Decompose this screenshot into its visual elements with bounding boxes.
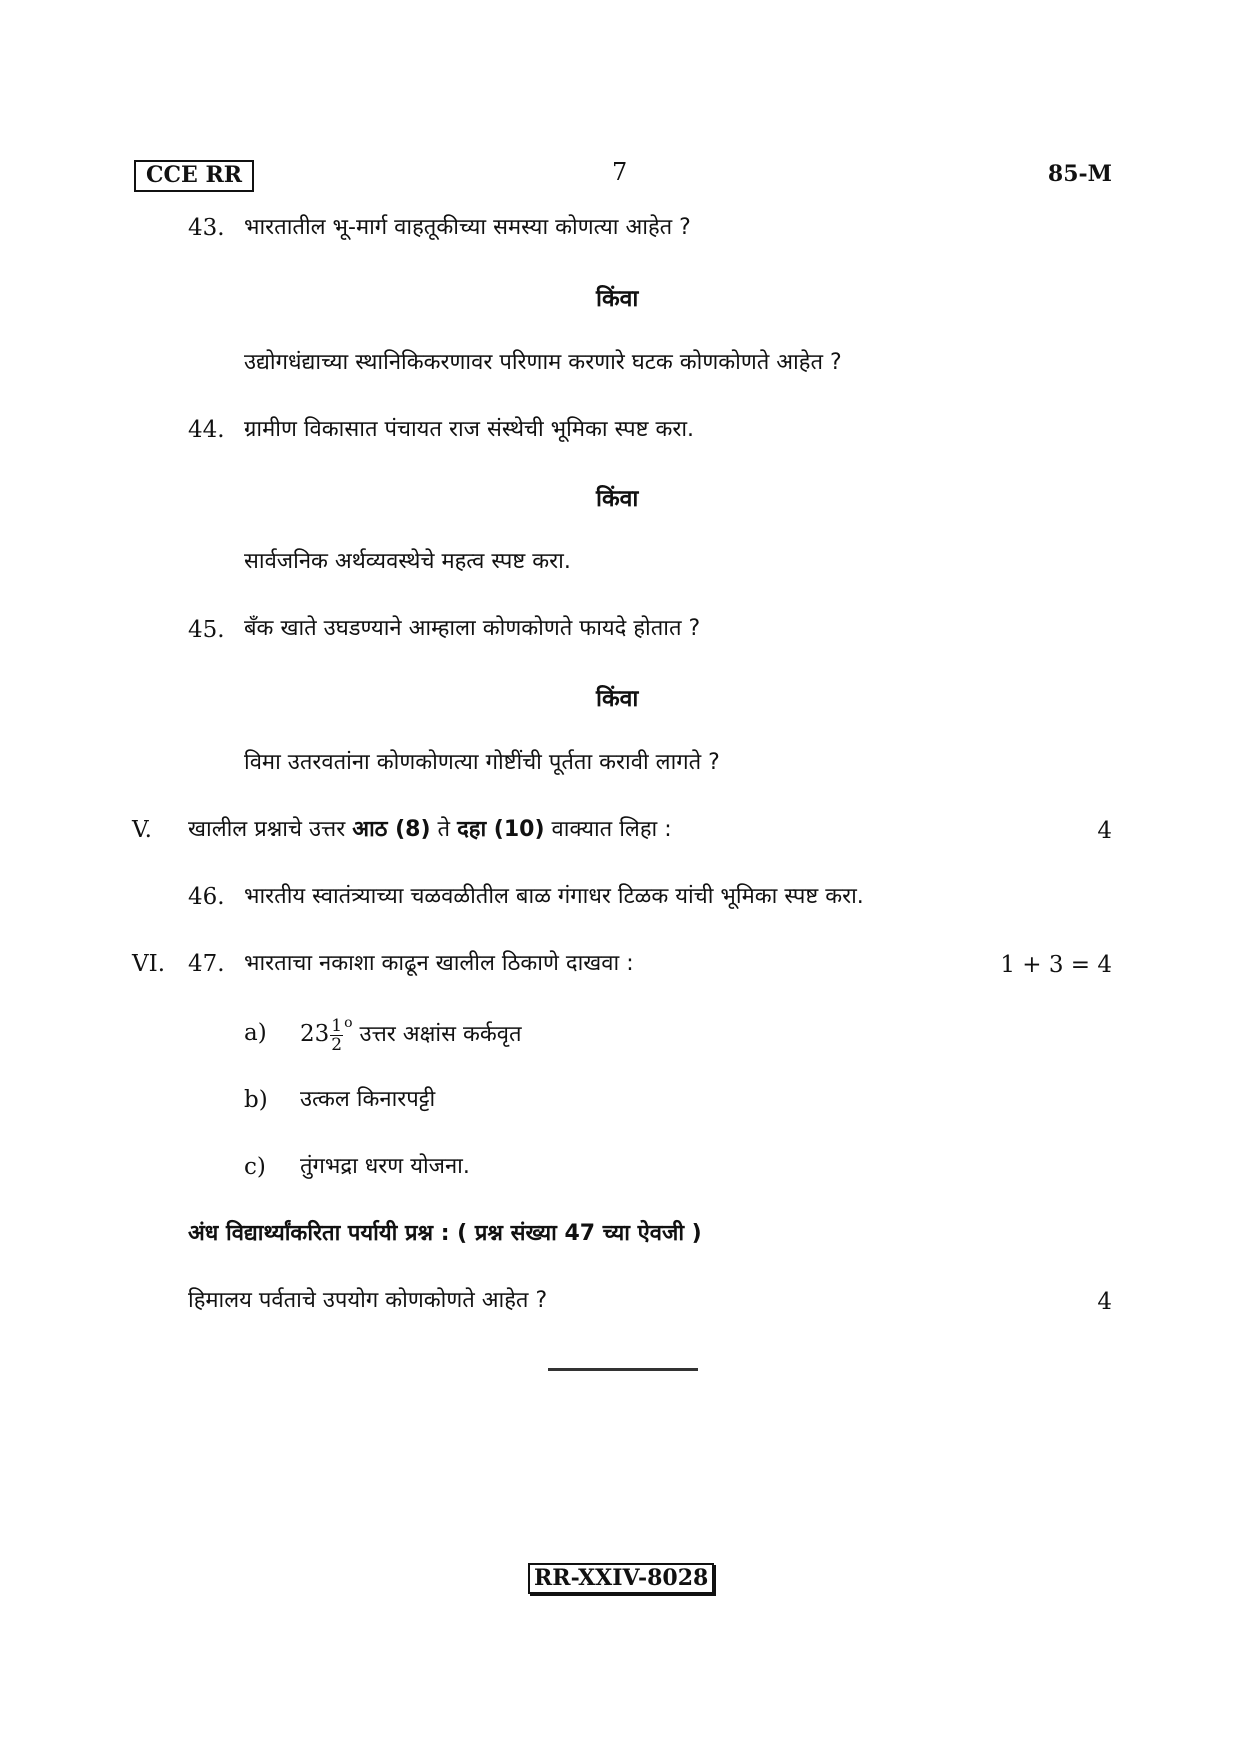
instruction-text: वाक्यात लिहा : (544, 817, 672, 842)
section-marks: 1 + 3 = 4 (1000, 952, 1112, 978)
item-label: c) (244, 1154, 266, 1180)
blind-alternative-heading: अंध विद्यार्थ्यांकरिता पर्यायी प्रश्न : ( प्रश्न संख्या 47 च्या ऐवजी ) (188, 1221, 702, 1246)
question-43-text: भारतातील भू-मार्ग वाहतूकीच्या समस्या कोणत्या आहेत ? (244, 215, 691, 240)
question-47-text: भारताचा नकाशा काढून खालील ठिकाणे दाखवा : (244, 951, 634, 976)
question-46-text: भारतीय स्वातंत्र्याच्या चळवळीतील बाळ गंगाधर टिळक यांची भूमिका स्पष्ट करा. (244, 884, 864, 909)
question-44-alternative: सार्वजनिक अर्थव्यवस्थेचे महत्व स्पष्ट करा. (244, 549, 571, 574)
item-c-text: तुंगभद्रा धरण योजना. (300, 1154, 470, 1179)
item-a-text: उत्तर अक्षांस कर्कवृत (359, 1022, 522, 1047)
paper-code-box: CCE RR (134, 160, 254, 192)
question-43-alternative: उद्योगधंद्याच्या स्थानिकिकरणावर परिणाम करणारे घटक कोणकोणते आहेत ? (244, 350, 842, 375)
or-separator: किंवा (596, 486, 639, 512)
or-separator: किंवा (596, 686, 639, 712)
end-divider (548, 1368, 698, 1371)
section-v-instruction (188, 815, 672, 845)
item-b-text: उत्कल किनारपट्टी (300, 1087, 436, 1112)
question-number: 45. (188, 617, 225, 643)
blind-alternative-marks: 4 (1097, 1289, 1112, 1315)
fraction-numerator: 1 (331, 1015, 343, 1036)
question-45-alternative: विमा उतरवतांना कोणकोणत्या गोष्टींची पूर्तता करावी लागते ? (244, 750, 720, 775)
question-number: 44. (188, 417, 225, 443)
section-roman-numeral: VI. (132, 951, 166, 977)
subject-code: 85-M (1047, 161, 1112, 187)
question-number: 47. (188, 951, 225, 977)
or-separator: किंवा (596, 286, 639, 312)
section-roman-numeral: V. (132, 817, 152, 843)
fraction-denominator: 2 (331, 1034, 343, 1055)
latitude-fraction (330, 1017, 343, 1054)
item-a-content (300, 1008, 522, 1054)
item-label: b) (244, 1087, 268, 1113)
footer-code-box: RR-XXIV-8028 (528, 1563, 714, 1594)
question-number: 43. (188, 215, 225, 241)
item-label: a) (244, 1020, 267, 1046)
instruction-text: खालील प्रश्नाचे उत्तर (188, 817, 353, 842)
instruction-bold: दहा (10) (457, 817, 545, 842)
page-number: 7 (612, 158, 628, 186)
question-number: 46. (188, 884, 225, 910)
section-marks: 4 (1097, 818, 1112, 844)
degree-symbol: o (344, 1015, 353, 1031)
question-44-text: ग्रामीण विकासात पंचायत राज संस्थेची भूमिका स्पष्ट करा. (244, 417, 695, 442)
instruction-bold: आठ (8) (352, 817, 431, 842)
question-45-text: बँक खाते उघडण्याने आम्हाला कोणकोणते फायदे होतात ? (244, 616, 701, 641)
blind-alternative-question: हिमालय पर्वताचे उपयोग कोणकोणते आहेत ? (188, 1288, 548, 1313)
latitude-whole: 23 (300, 1021, 330, 1047)
instruction-text: ते (430, 817, 458, 842)
